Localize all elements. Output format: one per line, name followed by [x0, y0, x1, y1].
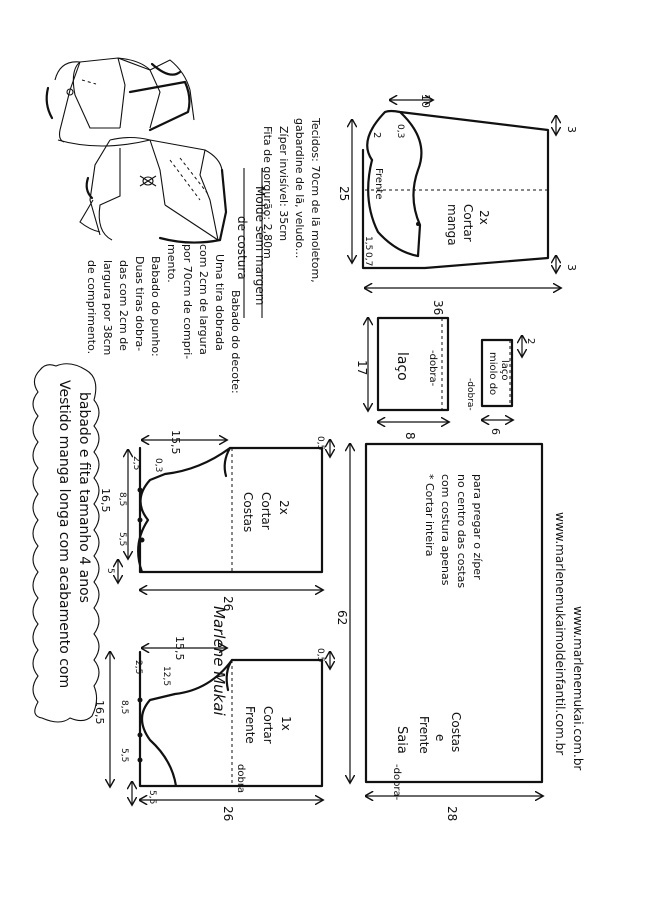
- signature: Marlene Mukai: [210, 606, 228, 716]
- title-line-2: babado e fita tamanho 4 anos: [76, 392, 92, 603]
- front-dim-width: 26: [221, 806, 235, 822]
- sleeve-dim-cap2: 0,3: [395, 124, 405, 139]
- sleeve-label-1: manga: [445, 204, 459, 246]
- ruffle-neck-4: mento.: [165, 244, 178, 283]
- mold-note-line-2: de costura: [235, 216, 249, 280]
- bow-center-dim-w: 6: [489, 428, 502, 435]
- materials-line-1: Tecidos: 70cm de lã moletom,: [309, 118, 322, 283]
- ruffle-neck-3: por 70cm de compri-: [181, 244, 194, 360]
- front-dim-top: 15,5: [173, 636, 186, 661]
- front-label-2: Cortar: [261, 706, 275, 744]
- materials-line-3: Zíper invisível: 35cm: [277, 126, 290, 242]
- skirt-label-1: Saia: [394, 726, 409, 754]
- skirt-label-2: Frente: [417, 716, 431, 754]
- skirt-note-1: * Cortar inteira: [423, 474, 436, 557]
- sleeve-dim-left1: 1,5: [363, 236, 373, 251]
- bow-center-label-1: miolo do: [487, 352, 498, 396]
- mold-note-line-1: Molde sem margem: [253, 186, 267, 306]
- skirt-label-4: Costas: [449, 712, 463, 753]
- back-label-3: 2x: [277, 500, 291, 515]
- bow-dim-w: 17: [355, 360, 369, 376]
- front-dim-arm2: 5,5: [119, 748, 129, 763]
- materials-note: [261, 117, 322, 283]
- front-dim-neck1: 2,5: [133, 660, 143, 675]
- ruffle-wrist-title: Babado do punho:: [149, 256, 162, 357]
- website-1: www.marlenemukaimoldeinfantil.com.br: [553, 512, 567, 756]
- sleeve-label-2: Cortar: [461, 204, 475, 242]
- sleeve-dim-left2: 0,7: [363, 252, 373, 267]
- sleeve-pattern: [337, 94, 578, 315]
- ruffle-neck-2: com 2cm de largura: [197, 244, 210, 355]
- back-dim-arm1: 8,5: [117, 492, 127, 507]
- sleeve-front-label: Frente: [373, 168, 384, 200]
- dress-illustration: [47, 58, 226, 243]
- skirt-note-4: para pregar o zíper: [471, 474, 484, 580]
- bow-pattern: [355, 318, 448, 440]
- ruffle-wrist-1: Duas tiras dobra-: [133, 256, 146, 352]
- ruffle-neck-1: Uma tira dobrada: [213, 254, 226, 351]
- front-label-1: Frente: [243, 706, 257, 744]
- back-dim-top: 15,5: [169, 430, 182, 455]
- front-fold: dobra: [235, 764, 246, 794]
- sleeve-dim-height: 25: [337, 186, 351, 202]
- website-2: www.marlenemukai.com.br: [571, 606, 585, 771]
- skirt-note-3: no centro das costas: [455, 474, 468, 589]
- ruffle-wrist-2: das com 2cm de: [117, 260, 130, 351]
- bow-center-fold: -dobra-: [465, 378, 475, 411]
- bow-dim-h: 8: [403, 432, 417, 440]
- title-line-1: Vestido manga longa com acabamento com: [56, 380, 72, 689]
- back-dim-shoulder: 16,5: [99, 488, 112, 513]
- sleeve-dim-cap: 2: [371, 132, 382, 139]
- ruffle-neck-title: Babado do decote:: [229, 290, 242, 394]
- front-dim-neck2: 12,5: [161, 666, 171, 687]
- skirt-fold: -dobra-: [391, 764, 402, 801]
- back-label-2: Cortar: [259, 492, 273, 530]
- front-label-3: 1x: [279, 716, 293, 731]
- ruffle-wrist-3: largura por 38cm: [101, 260, 114, 356]
- dress-back-sketch: [47, 58, 194, 146]
- sleeve-dim-right: 3: [565, 126, 578, 133]
- bow-center-dim-h: 2: [525, 338, 536, 345]
- back-bodice-outline: [138, 448, 322, 572]
- back-dim-width: 26: [221, 596, 235, 612]
- skirt-pattern: [335, 444, 542, 821]
- skirt-note-2: com costura apenas: [439, 474, 452, 586]
- ruffle-wrist-4: de comprimento.: [85, 260, 98, 355]
- signature-block: [210, 606, 228, 717]
- front-dim-shoulder: 16,5: [93, 700, 106, 725]
- back-dim-right: 0,5: [315, 436, 325, 451]
- bow-center-label-2: laço: [499, 360, 510, 381]
- back-dim-neck2: 0,3: [153, 458, 163, 473]
- ruffle-notes: [85, 244, 242, 394]
- materials-line-4: Fita de gorgurão: 2,80m: [261, 126, 274, 259]
- back-label-1: Costas: [241, 492, 255, 533]
- back-dim-arm2: 5,5: [117, 532, 127, 547]
- skirt-dim-length: 62: [335, 610, 349, 626]
- materials-line-2: gabardine de lã, veludo...: [293, 118, 306, 259]
- bow-fold: -dobra-: [427, 350, 438, 387]
- back-dim-neck1: 2,5: [131, 456, 141, 471]
- sleeve-dim-right-bottom: 3: [565, 264, 578, 271]
- back-bodice-pattern: [99, 430, 330, 611]
- back-dim-side: 5: [105, 568, 115, 574]
- front-dim-side: 5,5: [147, 790, 157, 805]
- websites-block: [553, 512, 585, 770]
- title-block: [33, 364, 99, 722]
- front-dim-right: 0,5: [315, 648, 325, 663]
- skirt-dim-width: 28: [445, 806, 459, 822]
- bow-center-pattern: [465, 336, 536, 435]
- sleeve-label-3: 2x: [477, 210, 491, 225]
- bow-label: laço: [394, 352, 410, 381]
- sleeve-dim-top: 10: [419, 94, 432, 108]
- dress-front-sketch: [80, 138, 226, 243]
- skirt-label-3: e: [433, 734, 447, 742]
- sleeve-dim-width: 36: [431, 300, 445, 316]
- front-dim-arm1: 8,5: [119, 700, 129, 715]
